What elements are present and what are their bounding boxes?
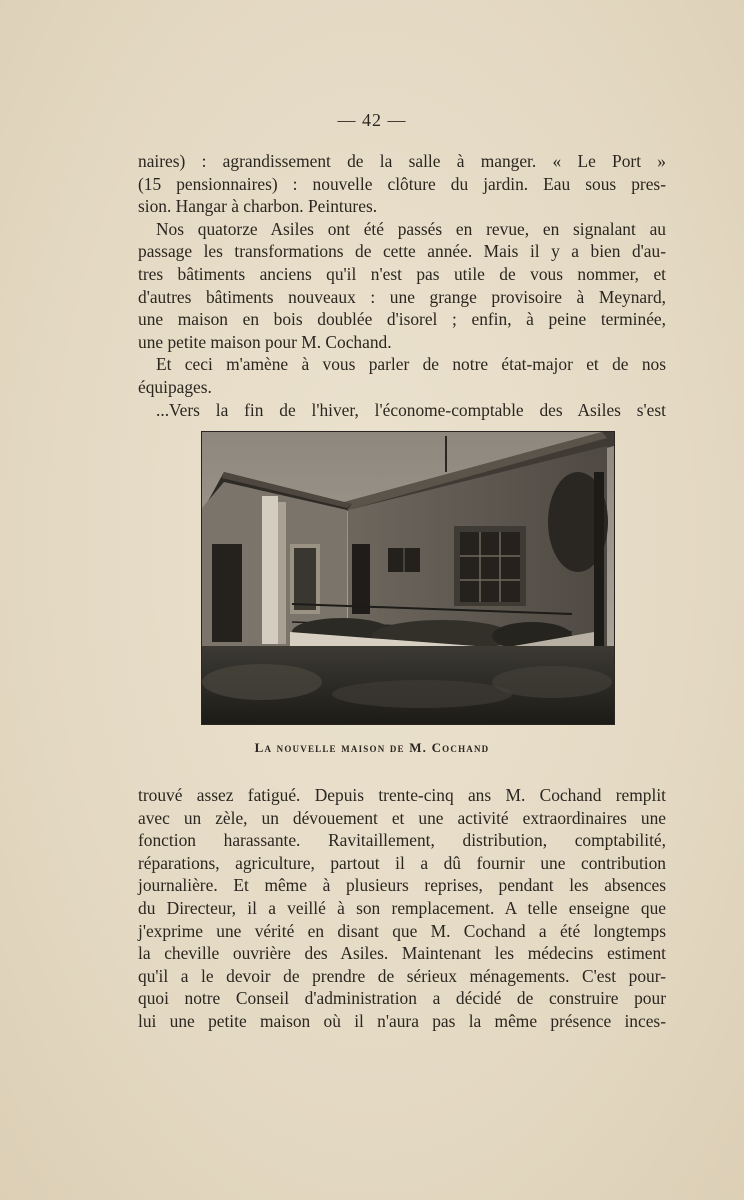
text-line: Et ceci m'amène à vous parler de notre état-major et de nos: [156, 354, 666, 375]
text-line: réparations, agriculture, partout il a dû fournir une contribution: [138, 852, 666, 873]
photo-caption: La nouvelle maison de M. Cochand: [254, 740, 490, 755]
text-line: naires) : agrandissement de la salle à manger. « Le Port »: [138, 151, 666, 171]
house-illustration: [202, 432, 614, 724]
text-line: la cheville ouvrière des Asiles. Maintenant les médecins estiment: [138, 943, 666, 964]
text-line: avec un zèle, un dévouement et une activité extraordinaires une: [138, 807, 666, 828]
text-line: passage les transformations de cette année. Mais il y a bien d'au-: [138, 241, 666, 262]
text-line: du Directeur, il a veillé à son remplacement. A telle enseigne que: [138, 897, 666, 918]
house-photograph: [202, 432, 614, 724]
text-line: ...Vers la fin de l'hiver, l'économe-comptable des Asiles s'est: [156, 399, 666, 420]
text-line: journalière. Et même à plusieurs reprises, pendant les absences: [138, 875, 666, 896]
text-line: j'exprime une vérité en disant que M. Cochand a été longtemps: [138, 920, 666, 941]
text-line: qu'il a le devoir de prendre de sérieux ménagements. C'est pour-: [138, 965, 666, 986]
page-number: — 42 —: [337, 110, 407, 130]
text-line: quoi notre Conseil d'administration a décidé de construire pour: [138, 988, 666, 1009]
text-line: lui une petite maison où il n'aura pas la même présence inces-: [138, 1010, 666, 1031]
top-text-block: [138, 150, 666, 421]
text-line: Nos quatorze Asiles ont été passés en revue, en signalant au: [156, 218, 666, 239]
text-line: tres bâtiments anciens qu'il n'est pas utile de vous nommer, et: [138, 263, 666, 284]
bottom-text-block: [138, 784, 666, 1033]
text-line: d'autres bâtiments nouveaux : une grange provisoire à Meynard,: [138, 286, 666, 307]
text-line: fonction harassante. Ravitaillement, distribution, comptabilité,: [138, 830, 666, 851]
text-line: équipages.: [138, 376, 212, 397]
text-line: (15 pensionnaires) : nouvelle clôture du jardin. Eau sous pres-: [138, 173, 666, 194]
text-line: une petite maison pour M. Cochand.: [138, 331, 392, 352]
text-line: sion. Hangar à charbon. Peintures.: [138, 196, 378, 217]
text-line: une maison en bois doublée d'isorel ; enfin, à peine terminée,: [138, 309, 666, 330]
text-line: trouvé assez fatigué. Depuis trente-cinq ans M. Cochand remplit: [138, 785, 666, 805]
